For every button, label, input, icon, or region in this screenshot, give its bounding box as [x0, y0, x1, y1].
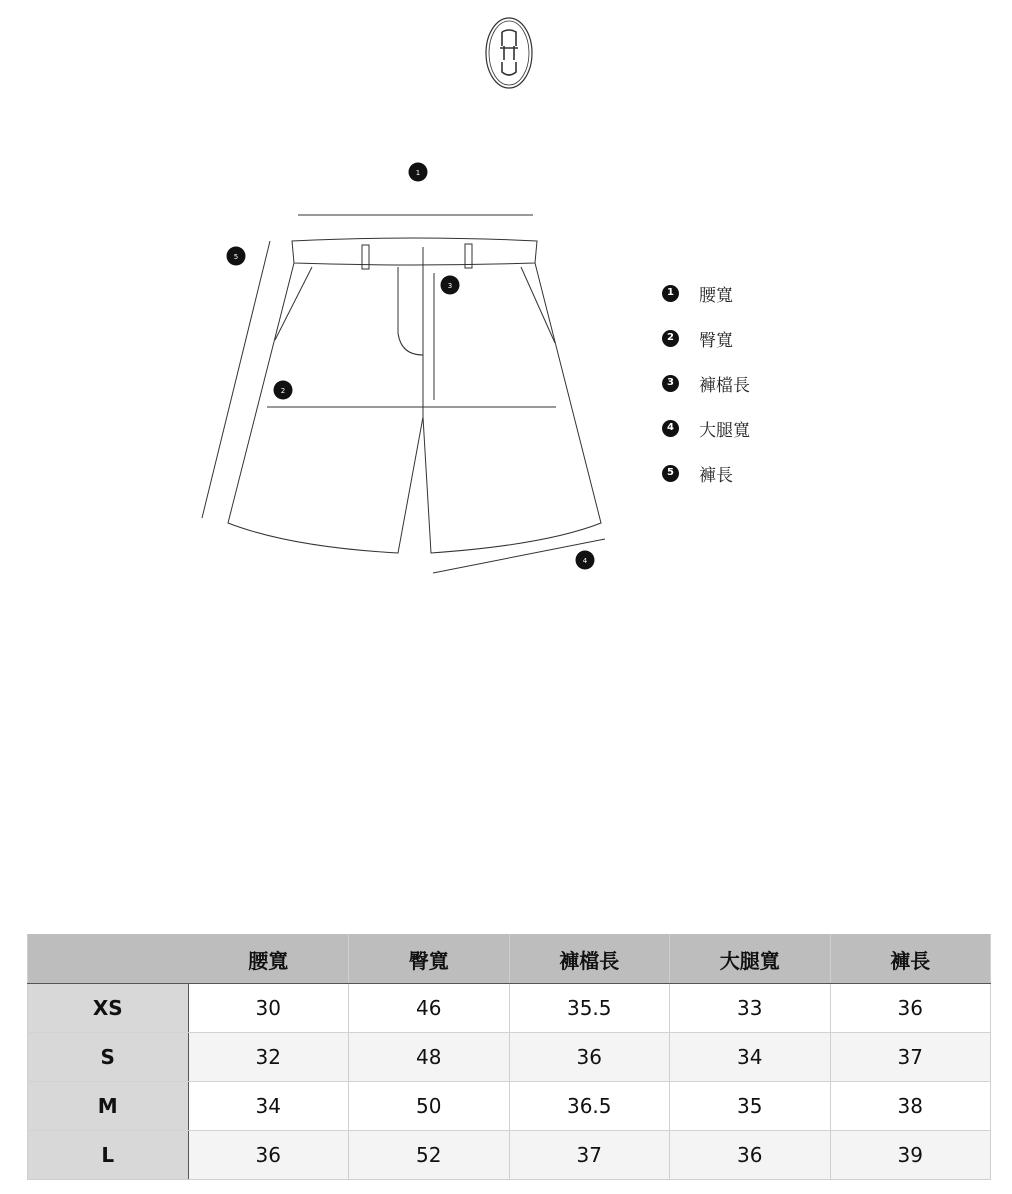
- marker-2-label: 2: [280, 387, 286, 395]
- table-row: [28, 1131, 991, 1180]
- marker-3-label: 3: [447, 282, 453, 290]
- legend-number-badge: 1: [662, 285, 679, 302]
- pocket-left: [275, 267, 312, 340]
- table-cell: 35.5: [509, 984, 670, 1033]
- table-cell: 32: [188, 1033, 349, 1082]
- table-cell: 36.5: [509, 1082, 670, 1131]
- legend-label: 臀寬: [699, 330, 733, 351]
- table-row: [28, 1082, 991, 1131]
- legend-number-badge: 3: [662, 375, 679, 392]
- table-cell: 34: [670, 1033, 831, 1082]
- marker-4-label: 4: [582, 557, 588, 565]
- legend-label: 大腿寬: [699, 420, 750, 441]
- table-cell: 34: [188, 1082, 349, 1131]
- table-cell: 37: [509, 1131, 670, 1180]
- table-row: [28, 984, 991, 1033]
- size-chart-table: [27, 934, 991, 1180]
- legend-item-rise: [662, 370, 862, 396]
- column-header-length: 褲長: [830, 935, 991, 984]
- waistband: [292, 238, 537, 265]
- legend-label: 褲檔長: [699, 375, 750, 396]
- column-header-thigh: 大腿寬: [670, 935, 831, 984]
- table-cell: 39: [830, 1131, 991, 1180]
- table-cell: 37: [830, 1033, 991, 1082]
- pocket-right: [521, 267, 555, 343]
- table-cell: 38: [830, 1082, 991, 1131]
- row-size-label: L: [28, 1131, 189, 1180]
- measurement-legend: [662, 280, 862, 505]
- table-cell: 36: [830, 984, 991, 1033]
- table-cell: 52: [349, 1131, 510, 1180]
- legend-label: 腰寬: [699, 285, 733, 306]
- shorts-diagram: [195, 155, 615, 585]
- marker-1-label: 1: [415, 169, 421, 177]
- shorts-outline-icon: [195, 155, 615, 585]
- table-cell: 36: [188, 1131, 349, 1180]
- column-header-rise: 褲檔長: [509, 935, 670, 984]
- row-size-label: XS: [28, 984, 189, 1033]
- table-cell: 35: [670, 1082, 831, 1131]
- shorts-body: [228, 263, 601, 553]
- column-header-waist: 腰寬: [188, 935, 349, 984]
- table-cell: 30: [188, 984, 349, 1033]
- marker-3: [441, 276, 460, 295]
- legend-number-badge: 2: [662, 330, 679, 347]
- column-header-hip: 臀寬: [349, 935, 510, 984]
- table-cell: 33: [670, 984, 831, 1033]
- legend-item-thigh: [662, 415, 862, 441]
- table-cell: 48: [349, 1033, 510, 1082]
- length-measure-line: [202, 241, 270, 518]
- row-size-label: S: [28, 1033, 189, 1082]
- table-corner-cell: [28, 935, 189, 984]
- monogram-logo-icon: [484, 16, 534, 90]
- marker-4: [576, 551, 595, 570]
- legend-item-waist: [662, 280, 862, 306]
- legend-item-hip: [662, 325, 862, 351]
- marker-1: [409, 163, 428, 182]
- marker-5: [227, 247, 246, 266]
- table-cell: 50: [349, 1082, 510, 1131]
- row-size-label: M: [28, 1082, 189, 1131]
- fly-stitch: [398, 267, 423, 355]
- legend-label: 褲長: [699, 465, 733, 486]
- marker-5-label: 5: [233, 253, 239, 261]
- table-cell: 46: [349, 984, 510, 1033]
- legend-number-badge: 4: [662, 420, 679, 437]
- belt-loop-left: [362, 245, 369, 269]
- legend-number-badge: 5: [662, 465, 679, 482]
- table-cell: 36: [670, 1131, 831, 1180]
- table-row: [28, 1033, 991, 1082]
- table-header-row: [28, 935, 991, 984]
- marker-2: [274, 381, 293, 400]
- table-cell: 36: [509, 1033, 670, 1082]
- legend-item-length: [662, 460, 862, 486]
